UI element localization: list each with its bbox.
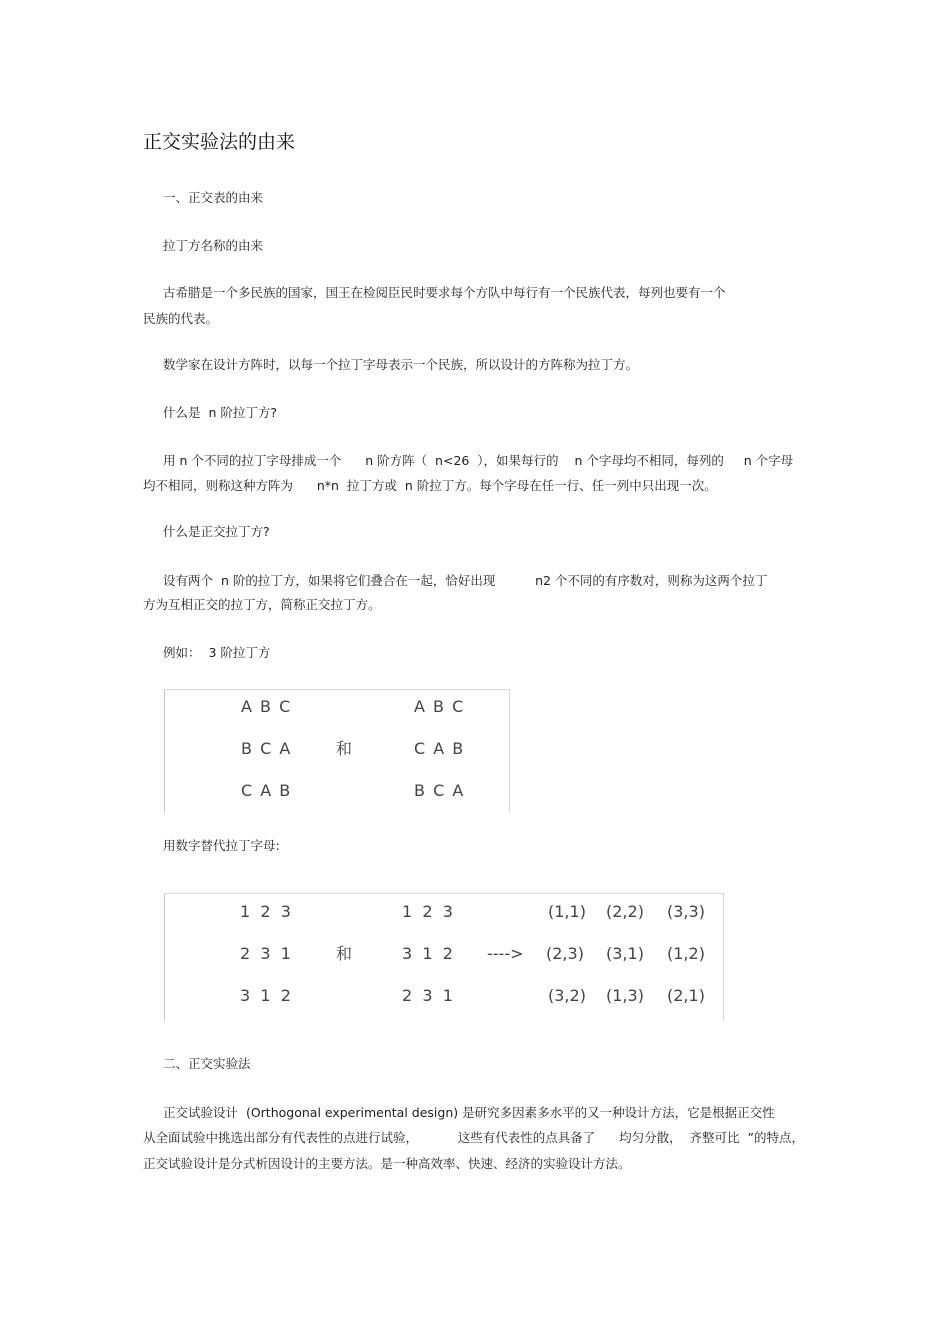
numeric-right-row-3: 2 3 1 <box>402 986 453 1005</box>
text-line: 正交试验设计 (Orthogonal experimental design) 是研究多因素多水平的又一种设计方法，它是根据正交性 <box>163 1105 775 1120</box>
text-line: 例如： 3 阶拉丁方 <box>163 645 271 660</box>
numeric-left-row-2: 2 3 1 <box>240 944 291 963</box>
numeric-square-figure <box>164 893 724 1021</box>
text-line: 均不相同，则称这种方阵为 n*n 拉丁方或 n 阶拉丁方。每个字母在任一行、任一列中只出现一次。 <box>143 478 717 493</box>
latin-right-row-3: B C A <box>414 781 465 800</box>
numeric-right-row-2: 3 1 2 <box>402 944 453 963</box>
numeric-connector: 和 <box>336 944 353 963</box>
pair-2-3: (1,2) <box>667 944 705 963</box>
latin-left-row-2: B C A <box>241 739 292 758</box>
numeric-left-row-3: 3 1 2 <box>240 986 291 1005</box>
text-line: 方为互相正交的拉丁方，简称正交拉丁方。 <box>143 597 381 612</box>
text-line: 正交试验设计是分式析因设计的主要方法。是一种高效率、快速、经济的实验设计方法。 <box>143 1156 631 1171</box>
pair-2-2: (3,1) <box>606 944 644 963</box>
latin-right-row-2: C A B <box>414 739 465 758</box>
document-title: 正交实验法的由来 <box>143 131 296 153</box>
text-line: 数学家在设计方阵时，以每一个拉丁字母表示一个民族，所以设计的方阵称为拉丁方。 <box>163 357 639 372</box>
text-line: 从全面试验中挑选出部分有代表性的点进行试验， 这些有代表性的点具备了 均匀分散， 齐整可比 ”的特点， <box>143 1130 804 1145</box>
text-line: 用 n 个不同的拉丁字母排成一个 n 阶方阵（ n<26 ），如果每行的 n 个字母均不相同，每列的 n 个字母 <box>163 453 794 468</box>
latin-left-row-3: C A B <box>241 781 292 800</box>
pair-2-1: (2,3) <box>546 944 584 963</box>
pair-1-3: (3,3) <box>667 902 705 921</box>
latin-left-row-1: A B C <box>241 697 292 716</box>
latin-connector: 和 <box>336 739 353 758</box>
text-line: 用数字替代拉丁字母: <box>163 838 280 853</box>
numeric-left-row-1: 1 2 3 <box>240 902 291 921</box>
pair-3-3: (2,1) <box>667 986 705 1005</box>
pair-3-1: (3,2) <box>548 986 586 1005</box>
text-line: 一、正交表的由来 <box>163 190 264 205</box>
numeric-right-row-1: 1 2 3 <box>402 902 453 921</box>
pair-1-1: (1,1) <box>548 902 586 921</box>
text-line: 古希腊是一个多民族的国家，国王在检阅臣民时要求每个方队中每行有一个民族代表，每列也要有一个 <box>163 285 726 300</box>
pair-3-2: (1,3) <box>606 986 644 1005</box>
pair-1-2: (2,2) <box>606 902 644 921</box>
latin-right-row-1: A B C <box>414 697 465 716</box>
text-line: 二、正交实验法 <box>163 1056 251 1071</box>
text-line: 什么是正交拉丁方? <box>163 524 270 539</box>
arrow: ----> <box>487 944 524 963</box>
latin-square-figure <box>164 689 510 813</box>
text-line: 设有两个 n 阶的拉丁方，如果将它们叠合在一起，恰好出现 n2 个不同的有序数对，则称为这两个拉丁 <box>163 573 768 588</box>
text-line: 民族的代表。 <box>143 311 219 326</box>
text-line: 拉丁方名称的由来 <box>163 238 264 253</box>
text-line: 什么是 n 阶拉丁方? <box>163 405 277 420</box>
